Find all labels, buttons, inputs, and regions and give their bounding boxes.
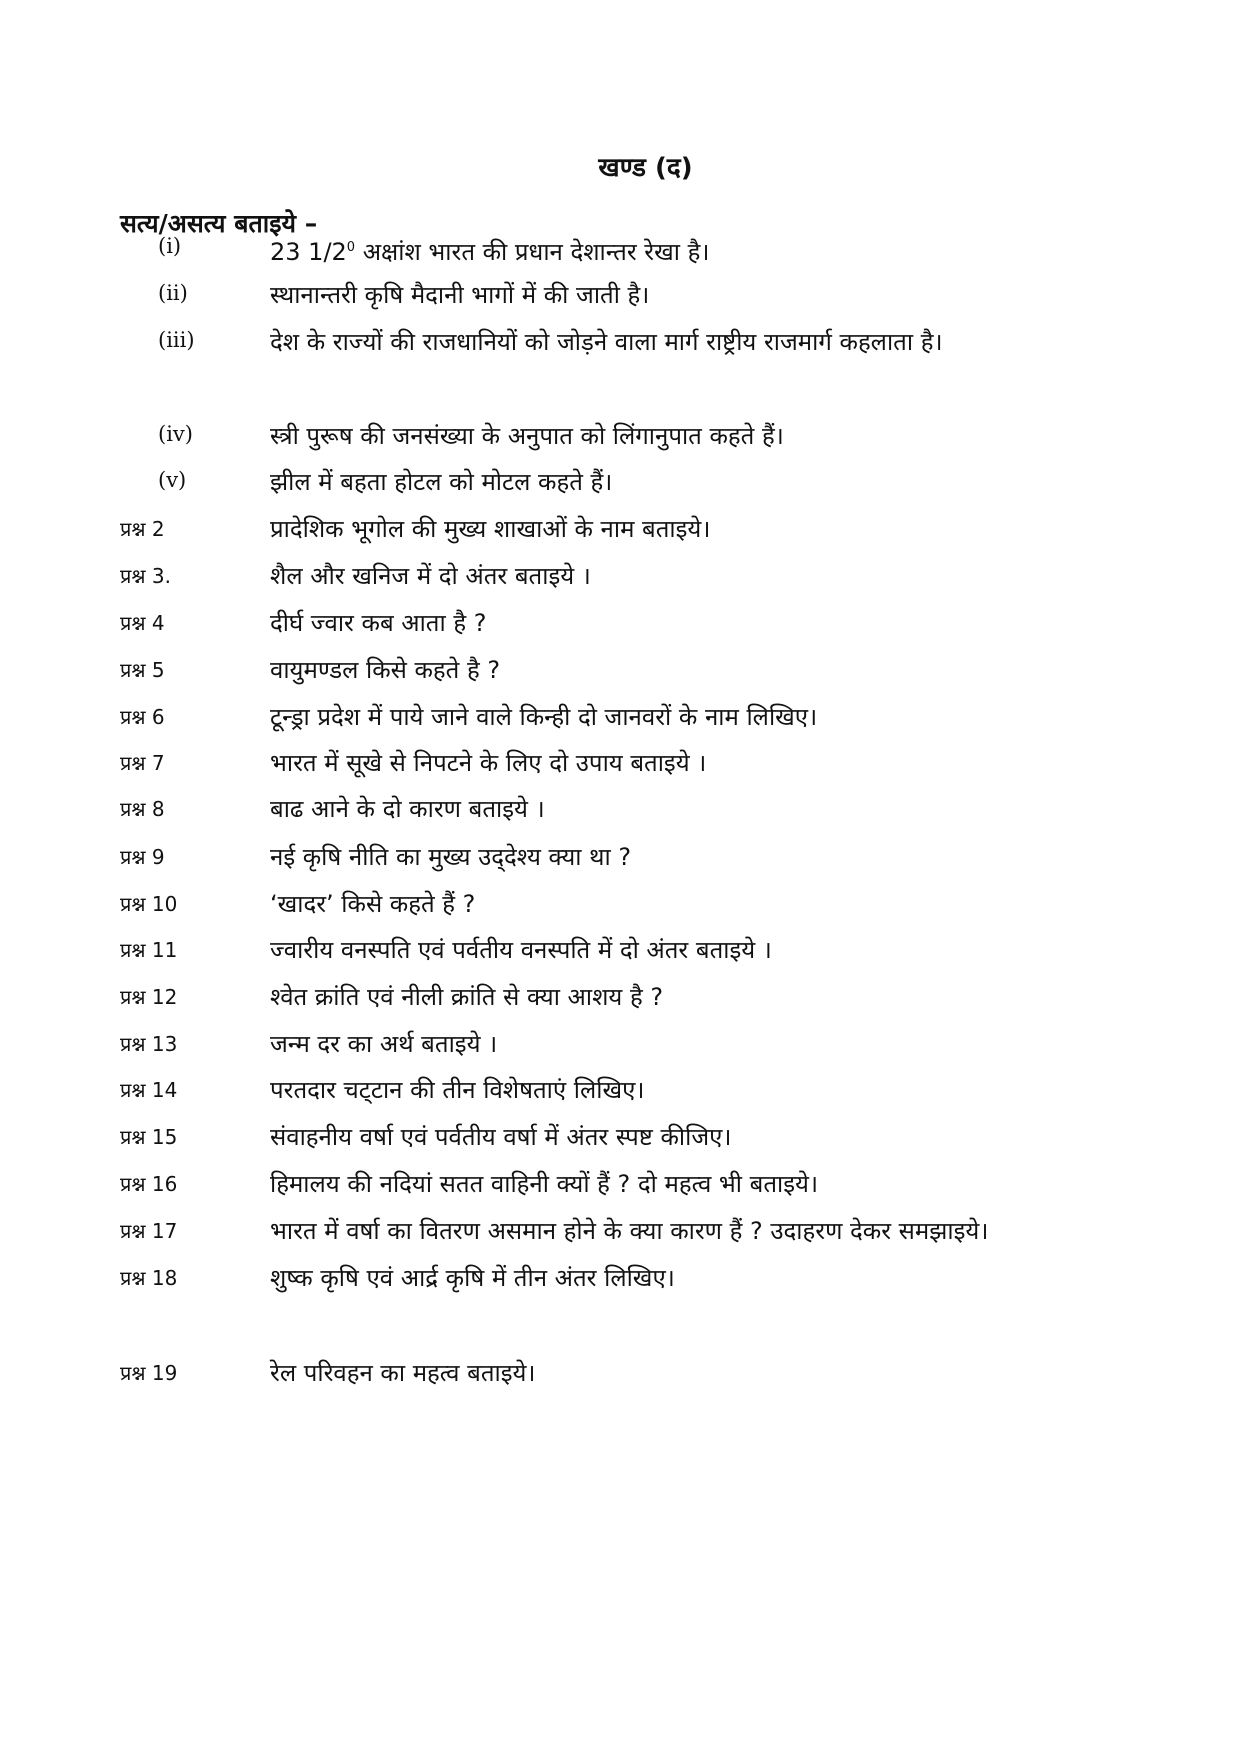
question-row — [0, 977, 1241, 1017]
question-label: प्रश्न 6 — [120, 705, 165, 729]
question-row — [0, 1258, 1241, 1298]
question-row — [0, 1070, 1241, 1110]
question-text: शुष्क कृषि एवं आर्द्र कृषि में तीन अंतर लिखिए। — [270, 1264, 675, 1292]
question-row — [0, 1353, 1241, 1393]
question-label: प्रश्न 16 — [120, 1172, 178, 1196]
question-text: शैल और खनिज में दो अंतर बताइये । — [270, 562, 591, 590]
question-row — [0, 1211, 1241, 1251]
item-text: स्त्री पुरूष की जनसंख्या के अनुपात को लिंगानुपात कहते हैं। — [270, 422, 784, 450]
question-text: प्रादेशिक भूगोल की मुख्य शाखाओं के नाम बताइये। — [270, 515, 711, 543]
question-row — [0, 884, 1241, 924]
question-label: प्रश्न 7 — [120, 751, 165, 775]
question-label: प्रश्न 11 — [120, 938, 178, 962]
question-text: जन्म दर का अर्थ बताइये । — [270, 1030, 498, 1058]
question-row — [0, 1024, 1241, 1064]
item-label: (i) — [158, 234, 182, 258]
item-text: देश के राज्यों की राजधानियों को जोड़ने वाला मार्ग राष्ट्रीय राजमार्ग कहलाता है। — [270, 328, 943, 356]
question-label: प्रश्न 14 — [120, 1078, 178, 1102]
question-text: दीर्घ ज्वार कब आता है ? — [270, 609, 487, 637]
question-text: रेल परिवहन का महत्व बताइये। — [270, 1359, 536, 1387]
question-text: भारत में वर्षा का वितरण असमान होने के क्या कारण हैं ? उदाहरण देकर समझाइये। — [270, 1217, 989, 1245]
question-text: नई कृषि नीति का मुख्य उद्‌देश्य क्या था ? — [270, 843, 632, 871]
true-false-item — [0, 322, 1241, 362]
question-label: प्रश्न 18 — [120, 1266, 178, 1290]
question-text: भारत में सूखे से निपटने के लिए दो उपाय बताइये । — [270, 749, 707, 777]
question-row — [0, 697, 1241, 737]
question-row — [0, 509, 1241, 549]
question-label: प्रश्न 17 — [120, 1219, 178, 1243]
question-label: प्रश्न 2 — [120, 517, 165, 541]
question-label: प्रश्न 9 — [120, 845, 165, 869]
question-text: ‘खादर’ किसे कहते हैं ? — [270, 890, 476, 918]
question-row — [0, 789, 1241, 829]
question-label: प्रश्न 8 — [120, 797, 165, 821]
question-label: प्रश्न 5 — [120, 658, 165, 682]
question-row — [0, 603, 1241, 643]
question-label: प्रश्न 19 — [120, 1361, 178, 1385]
instruction-heading: सत्य/असत्य बताइये – — [120, 209, 318, 238]
question-row — [0, 930, 1241, 970]
question-label: प्रश्न 15 — [120, 1125, 178, 1149]
question-label: प्रश्न 12 — [120, 985, 178, 1009]
item-label: (iv) — [158, 422, 193, 446]
item-text: 23 $1/2^0$ अक्षांश भारत की प्रधान देशान्तर रेखा है। — [270, 238, 710, 266]
item-text: स्थानान्तरी कृषि मैदानी भागों में की जाती है। — [270, 281, 650, 309]
question-label: प्रश्न 13 — [120, 1032, 178, 1056]
item-text: झील में बहता होटल को मोटल कहते हैं। — [270, 468, 613, 496]
question-label: प्रश्न 3. — [120, 564, 171, 588]
question-row — [0, 1400, 1241, 1440]
question-row — [0, 556, 1241, 596]
question-text: बाढ आने के दो कारण बताइये । — [270, 795, 545, 823]
question-text: हिमालय की नदियां सतत वाहिनी क्यों हैं ? दो महत्व भी बताइये। — [270, 1170, 819, 1198]
question-row — [0, 650, 1241, 690]
item-label: (iii) — [158, 328, 195, 352]
true-false-item — [0, 275, 1241, 315]
question-label: प्रश्न 10 — [120, 892, 178, 916]
question-row — [0, 743, 1241, 783]
question-text: परतदार चट्‌टान की तीन विशेषताएं लिखिए। — [270, 1076, 645, 1104]
question-text: ज्वारीय वनस्पति एवं पर्वतीय वनस्पति में दो अंतर बताइये । — [270, 936, 772, 964]
question-row — [0, 1117, 1241, 1157]
question-text: संवाहनीय वर्षा एवं पर्वतीय वर्षा में अंतर स्पष्ट कीजिए। — [270, 1123, 732, 1151]
true-false-item — [0, 416, 1241, 456]
question-label: प्रश्न 4 — [120, 611, 165, 635]
question-text: वायुमण्डल किसे कहते है ? — [270, 656, 501, 684]
item-label: (ii) — [158, 281, 188, 305]
question-row — [0, 837, 1241, 877]
question-text: श्वेत क्रांति एवं नीली क्रांति से क्या आशय है ? — [270, 983, 664, 1011]
question-text: टून्ड्रा प्रदेश में पाये जाने वाले किन्ही दो जानवरों के नाम लिखिए। — [270, 703, 818, 731]
question-row — [0, 1164, 1241, 1204]
true-false-item — [0, 228, 1241, 268]
item-label: (v) — [158, 468, 187, 492]
true-false-item — [0, 462, 1241, 502]
section-title: खण्ड (द) — [598, 153, 693, 183]
